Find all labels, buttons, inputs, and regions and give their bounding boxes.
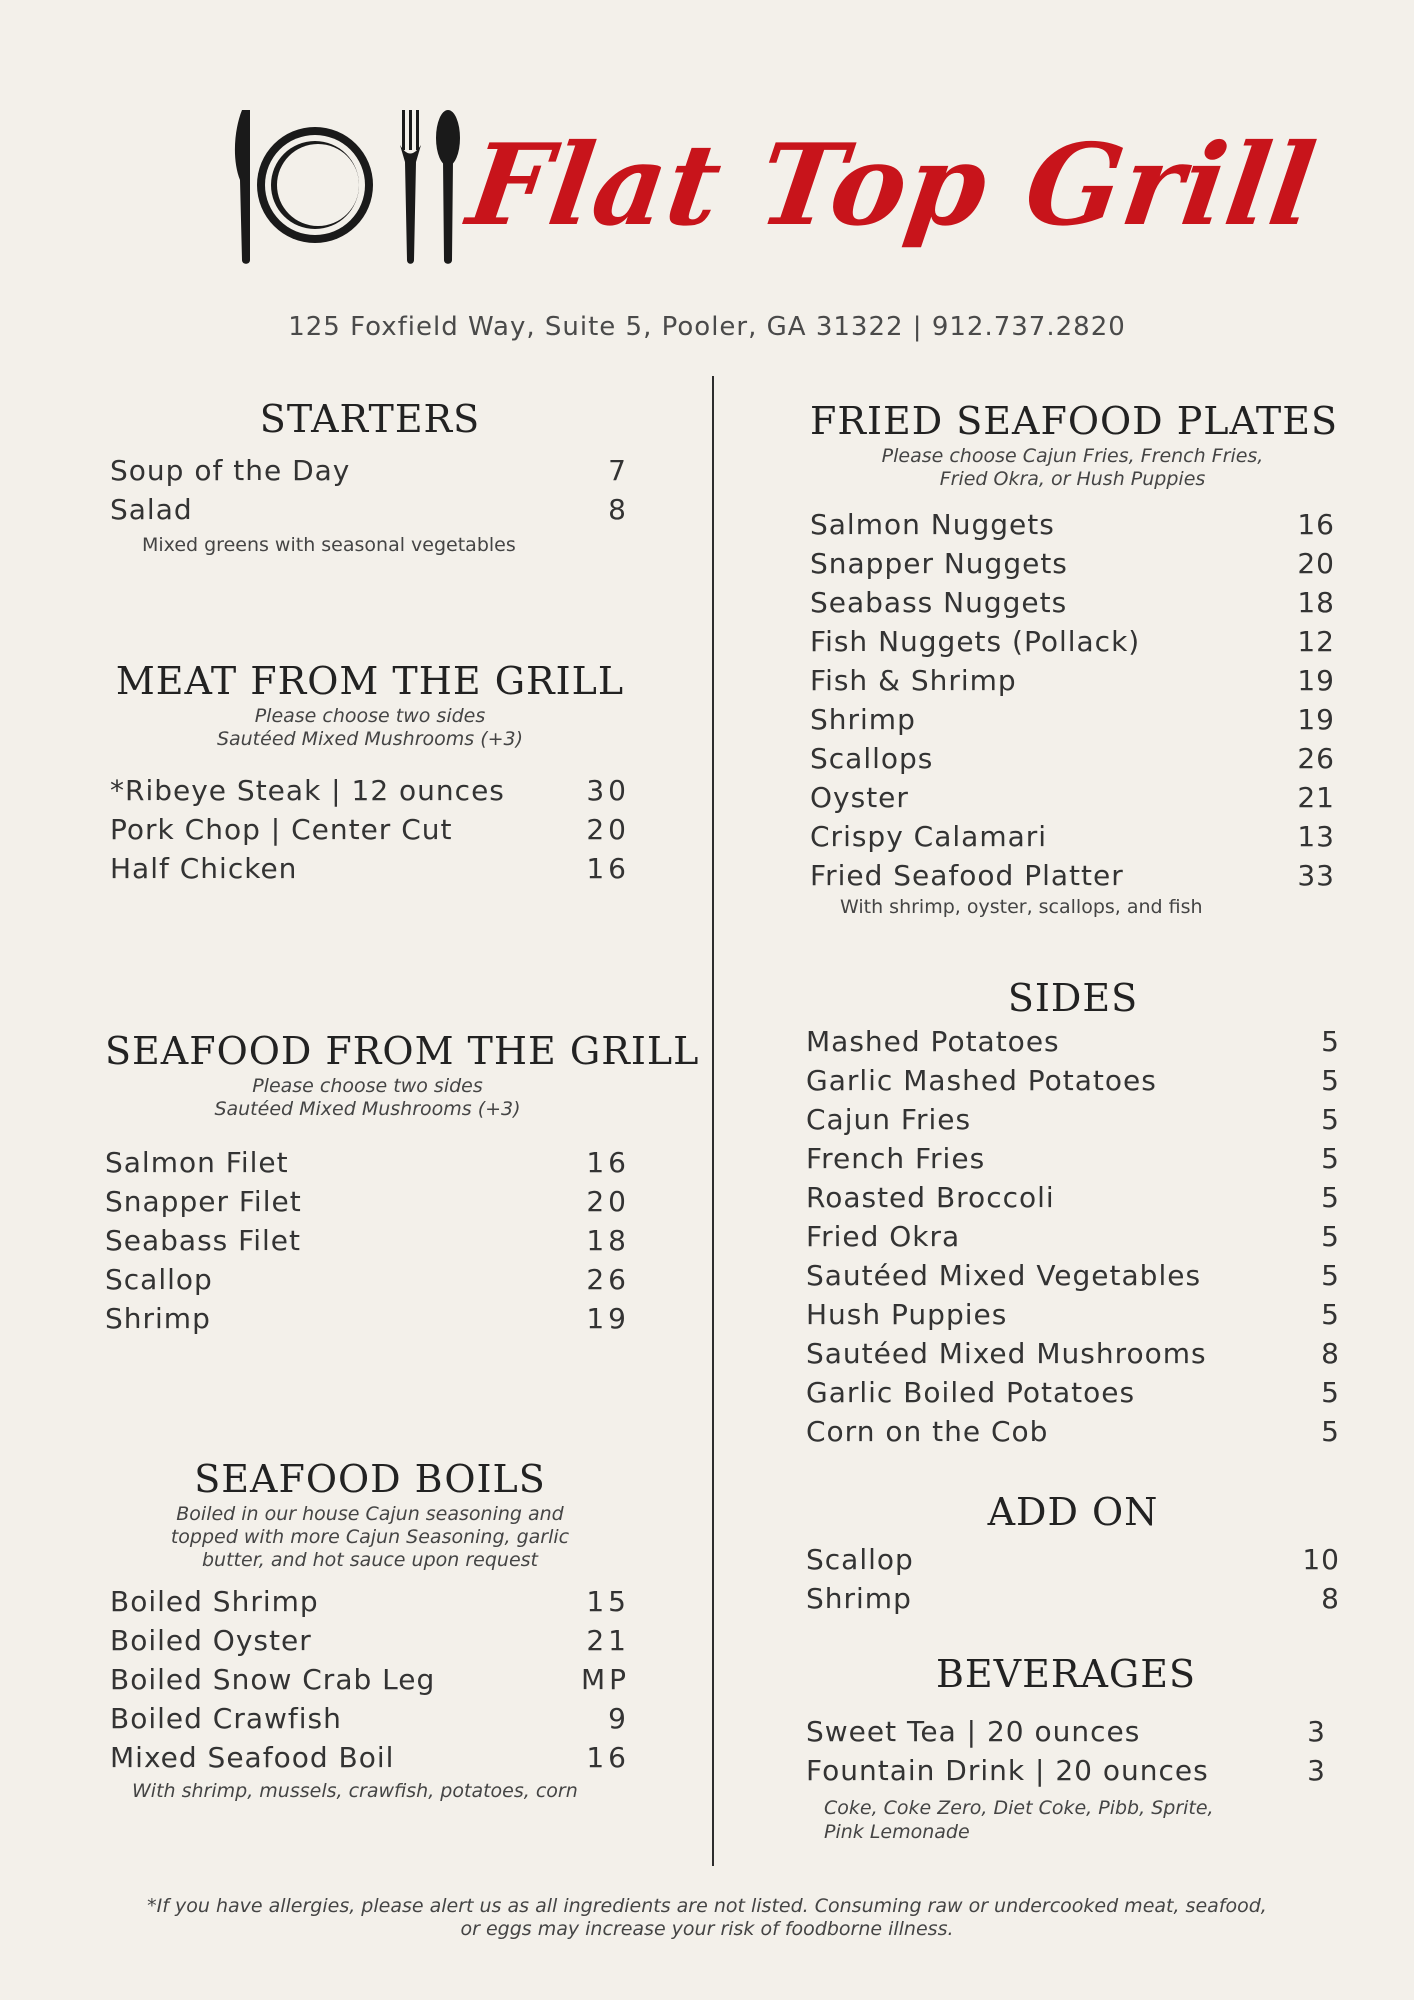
restaurant-address: 125 Foxfield Way, Suite 5, Pooler, GA 31322 | 912.737.2820 (288, 312, 1126, 342)
item-name: *Ribeye Steak | 12 ounces (110, 774, 505, 807)
menu-item (806, 1334, 1340, 1373)
item-price: 19 (1297, 703, 1335, 736)
restaurant-name: Flat Top Grill (460, 120, 1324, 251)
menu-item (105, 1182, 630, 1221)
item-name: Fountain Drink | 20 ounces (806, 1754, 1209, 1787)
menu-item (110, 849, 630, 888)
menu-item (110, 1699, 630, 1738)
item-name: Scallop (806, 1543, 914, 1576)
menu-item (806, 1139, 1340, 1178)
item-note: With shrimp, mussels, crawfish, potatoes, corn (132, 1780, 578, 1802)
item-name: Sautéed Mixed Mushrooms (806, 1337, 1207, 1370)
menu-item (806, 1712, 1326, 1751)
item-name: Fish Nuggets (Pollack) (810, 625, 1141, 658)
item-name: Sautéed Mixed Vegetables (806, 1259, 1202, 1292)
menu-item (810, 622, 1335, 661)
item-name: Crispy Calamari (810, 820, 1048, 853)
item-price: 21 (586, 1624, 630, 1657)
item-price: 10 (1302, 1543, 1340, 1576)
menu-item (810, 856, 1335, 895)
menu-item (810, 544, 1335, 583)
item-price: 8 (1321, 1337, 1340, 1370)
item-price: 5 (1321, 1259, 1340, 1292)
item-name: Scallops (810, 742, 934, 775)
item-price: 20 (1297, 547, 1335, 580)
item-name: Oyster (810, 781, 909, 814)
item-price: 9 (608, 1702, 630, 1735)
item-name: Shrimp (806, 1582, 912, 1615)
section-add-on (806, 1488, 1340, 1618)
menu-item (105, 1221, 630, 1260)
menu-item (810, 505, 1335, 544)
menu-item (810, 739, 1335, 778)
logo (230, 100, 1324, 300)
item-name: Boiled Shrimp (110, 1585, 319, 1618)
item-name: Seabass Filet (105, 1224, 301, 1257)
item-price: 5 (1321, 1181, 1340, 1214)
item-list (105, 1143, 630, 1338)
item-name: Shrimp (810, 703, 916, 736)
menu-item (806, 1061, 1340, 1100)
item-name: Snapper Filet (105, 1185, 302, 1218)
item-price: 21 (1297, 781, 1335, 814)
item-name: Pork Chop | Center Cut (110, 813, 453, 846)
item-price: 30 (586, 774, 630, 807)
item-name: Salad (110, 493, 193, 526)
section-title: FRIED SEAFOOD PLATES (810, 399, 1338, 443)
item-price: 33 (1297, 859, 1335, 892)
item-price: 5 (1321, 1025, 1340, 1058)
item-name: Garlic Mashed Potatoes (806, 1064, 1157, 1097)
section-starters (110, 395, 630, 557)
section-title: SIDES (1007, 976, 1139, 1020)
menu-item (110, 771, 630, 810)
item-name: Roasted Broccoli (806, 1181, 1055, 1214)
fork-icon (400, 110, 421, 264)
menu-item (810, 700, 1335, 739)
item-price: 8 (1321, 1582, 1340, 1615)
section-note: Please choose Cajun Fries, French Fries, Fried Okra, or Hush Puppies (881, 445, 1264, 490)
item-price: 26 (1297, 742, 1335, 775)
plate-icon (257, 127, 373, 243)
menu-item (110, 490, 630, 529)
item-name: Hush Puppies (806, 1298, 1008, 1331)
item-price: 20 (586, 813, 630, 846)
item-name: Shrimp (105, 1302, 211, 1335)
item-price: 7 (608, 454, 630, 487)
menu-item (806, 1100, 1340, 1139)
menu-item (806, 1540, 1340, 1579)
menu-item (806, 1373, 1340, 1412)
menu-item (806, 1412, 1340, 1451)
menu-item (806, 1295, 1340, 1334)
item-price: 19 (1297, 664, 1335, 697)
item-name: Mashed Potatoes (806, 1025, 1060, 1058)
item-price: 13 (1297, 820, 1335, 853)
item-price: 18 (1297, 586, 1335, 619)
item-list (110, 771, 630, 888)
item-price: 19 (586, 1302, 630, 1335)
section-title: SEAFOOD FROM THE GRILL (105, 1029, 700, 1073)
item-name: Cajun Fries (806, 1103, 972, 1136)
item-price: 3 (1307, 1754, 1326, 1787)
item-name: Snapper Nuggets (810, 547, 1068, 580)
section-sides (806, 974, 1340, 1451)
item-name: Scallop (105, 1263, 213, 1296)
item-note: With shrimp, oyster, scallops, and fish (840, 896, 1203, 918)
menu-item (806, 1751, 1326, 1790)
menu-item (810, 661, 1335, 700)
menu-item (110, 451, 630, 490)
item-list (110, 1582, 630, 1777)
spoon-icon (436, 110, 460, 264)
item-note: Mixed greens with seasonal vegetables (142, 534, 516, 556)
item-price: 16 (1297, 508, 1335, 541)
allergy-disclaimer: *If you have allergies, please alert us as all ingredients are not listed. Consuming raw or undercooked meat, seafood, or eggs may increase your risk of foodborne illness. (147, 1895, 1267, 1940)
menu-item (110, 1660, 630, 1699)
menu-item (105, 1299, 630, 1338)
menu-item (810, 583, 1335, 622)
item-list (810, 505, 1335, 895)
item-price: 5 (1321, 1376, 1340, 1409)
item-name: Seabass Nuggets (810, 586, 1068, 619)
item-price: 15 (586, 1585, 630, 1618)
menu-item (110, 810, 630, 849)
menu-item (806, 1022, 1340, 1061)
item-name: Fried Seafood Platter (810, 859, 1124, 892)
menu-item (110, 1582, 630, 1621)
item-price: 16 (586, 1146, 630, 1179)
item-name: Salmon Nuggets (810, 508, 1055, 541)
section-note: Please choose two sides Sautéed Mixed Mushrooms (+3) (214, 1075, 521, 1120)
item-list (806, 1022, 1340, 1451)
menu-item (810, 778, 1335, 817)
item-name: Boiled Snow Crab Leg (110, 1663, 436, 1696)
item-name: Soup of the Day (110, 454, 351, 487)
item-name: Boiled Crawfish (110, 1702, 342, 1735)
item-name: French Fries (806, 1142, 986, 1175)
item-note: Coke, Coke Zero, Diet Coke, Pibb, Sprite, Pink Lemonade (824, 1797, 1214, 1843)
section-title: SEAFOOD BOILS (194, 1457, 546, 1501)
section-seafood-grill (105, 1027, 700, 1338)
menu-item (105, 1260, 630, 1299)
section-title: MEAT FROM THE GRILL (115, 659, 625, 703)
item-name: Sweet Tea | 20 ounces (806, 1715, 1141, 1748)
item-name: Fish & Shrimp (810, 664, 1017, 697)
item-price: 5 (1321, 1220, 1340, 1253)
item-price: 8 (608, 493, 630, 526)
item-price: 12 (1297, 625, 1335, 658)
section-fried-seafood (810, 397, 1338, 919)
item-price: 16 (586, 852, 630, 885)
item-price: 5 (1321, 1298, 1340, 1331)
item-name: Garlic Boiled Potatoes (806, 1376, 1136, 1409)
item-list (806, 1712, 1326, 1790)
item-list (806, 1540, 1340, 1618)
item-price: 20 (586, 1185, 630, 1218)
item-price: 5 (1321, 1103, 1340, 1136)
section-note: Boiled in our house Cajun seasoning and topped with more Cajun Seasoning, garlic butter, and hot sauce upon request (170, 1503, 570, 1571)
item-price: 3 (1307, 1715, 1326, 1748)
menu-item (806, 1256, 1340, 1295)
item-price: 5 (1321, 1415, 1340, 1448)
section-note: Please choose two sides Sautéed Mixed Mushrooms (+3) (216, 705, 524, 750)
item-name: Boiled Oyster (110, 1624, 312, 1657)
menu-item (105, 1143, 630, 1182)
section-title: ADD ON (987, 1490, 1159, 1534)
item-list (110, 451, 630, 529)
item-name: Salmon Filet (105, 1146, 289, 1179)
item-name: Corn on the Cob (806, 1415, 1049, 1448)
item-price: 26 (586, 1263, 630, 1296)
menu-item (110, 1738, 630, 1777)
item-price: 16 (586, 1741, 630, 1774)
menu-item (806, 1579, 1340, 1618)
item-price: 5 (1321, 1142, 1340, 1175)
logo-utensils (230, 100, 470, 270)
section-beverages (806, 1650, 1326, 1844)
section-meat-grill (110, 657, 630, 888)
menu-item (110, 1621, 630, 1660)
item-price: 18 (586, 1224, 630, 1257)
section-title: BEVERAGES (935, 1652, 1197, 1696)
item-price: MP (580, 1663, 630, 1696)
section-seafood-boils (110, 1455, 630, 1803)
item-name: Half Chicken (110, 852, 298, 885)
menu-item (806, 1217, 1340, 1256)
menu-item (806, 1178, 1340, 1217)
item-price: 5 (1321, 1064, 1340, 1097)
item-name: Mixed Seafood Boil (110, 1741, 395, 1774)
column-divider (712, 376, 714, 1866)
section-title: STARTERS (259, 397, 481, 441)
knife-icon (235, 110, 250, 264)
item-name: Fried Okra (806, 1220, 961, 1253)
menu-item (810, 817, 1335, 856)
